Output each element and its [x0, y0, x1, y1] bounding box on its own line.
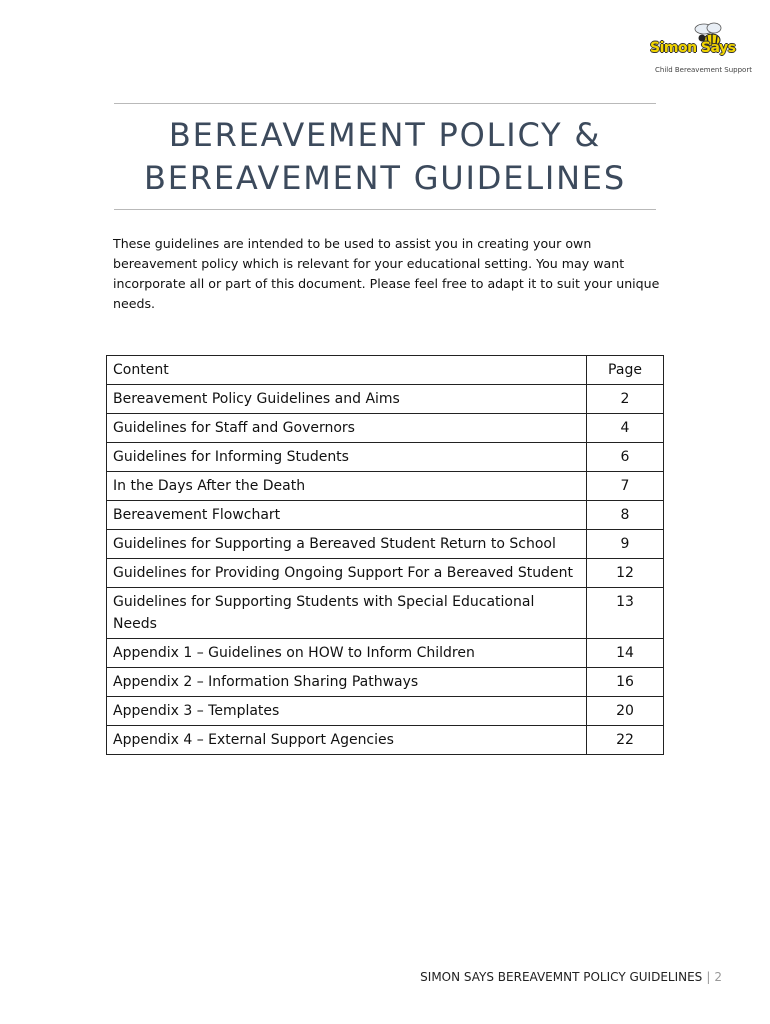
content-header: Content [107, 356, 587, 385]
title-rule-top [114, 103, 656, 104]
simon-says-logo [646, 20, 752, 80]
toc-entry-page: 14 [587, 639, 664, 668]
logo-wordmark: Simon Says [650, 40, 736, 56]
footer-separator: | [706, 970, 711, 984]
toc-entry-page: 7 [587, 472, 664, 501]
table-row [107, 639, 664, 668]
table-row [107, 414, 664, 443]
toc-entry-page: 4 [587, 414, 664, 443]
toc-entry-page: 22 [587, 726, 664, 755]
toc-entry-title: Guidelines for Supporting a Bereaved Student Return to School [107, 530, 587, 559]
toc-entry-title: Guidelines for Supporting Students with Special Educational Needs [107, 588, 587, 639]
toc-entry-title: Appendix 3 – Templates [107, 697, 587, 726]
toc-entry-page: 6 [587, 443, 664, 472]
page-header: Page [587, 356, 664, 385]
table-row [107, 472, 664, 501]
table-row [107, 559, 664, 588]
intro-paragraph: These guidelines are intended to be used to assist you in creating your own bereavement policy which is relevant for your educational setting. You may want incorporate all or part of this document. Please feel free to adapt it to suit your unique needs. [113, 236, 660, 311]
toc-entry-title: Guidelines for Staff and Governors [107, 414, 587, 443]
toc-entry-title: Guidelines for Providing Ongoing Support For a Bereaved Student [107, 559, 587, 588]
title-rule-bottom [114, 209, 656, 210]
toc-entry-title: Guidelines for Informing Students [107, 443, 587, 472]
table-row [107, 530, 664, 559]
toc-entry-title: Bereavement Flowchart [107, 501, 587, 530]
toc-entry-page: 16 [587, 668, 664, 697]
table-row [107, 443, 664, 472]
footer-title: SIMON SAYS BEREAVEMNT POLICY GUIDELINES [420, 970, 703, 984]
toc-entry-title: Bereavement Policy Guidelines and Aims [107, 385, 587, 414]
contents-table [106, 355, 664, 755]
footer-page-number: 2 [714, 970, 722, 984]
page-footer [420, 970, 722, 984]
toc-entry-title: Appendix 2 – Information Sharing Pathways [107, 668, 587, 697]
toc-entry-page: 9 [587, 530, 664, 559]
toc-entry-title: Appendix 1 – Guidelines on HOW to Inform Children [107, 639, 587, 668]
title-line-1: BEREAVEMENT POLICY & [168, 116, 602, 154]
toc-entry-title: In the Days After the Death [107, 472, 587, 501]
toc-entry-page: 13 [587, 588, 664, 639]
table-header-row [107, 356, 664, 385]
table-row [107, 385, 664, 414]
toc-entry-title: Appendix 4 – External Support Agencies [107, 726, 587, 755]
toc-entry-page: 12 [587, 559, 664, 588]
table-row [107, 668, 664, 697]
table-row [107, 501, 664, 530]
table-row [107, 588, 664, 639]
table-row [107, 697, 664, 726]
logo-tagline: Child Bereavement Support [655, 66, 752, 74]
table-row [107, 726, 664, 755]
toc-entry-page: 20 [587, 697, 664, 726]
toc-entry-page: 2 [587, 385, 664, 414]
title-line-2: BEREAVEMENT GUIDELINES [144, 159, 626, 197]
toc-entry-page: 8 [587, 501, 664, 530]
page-title [100, 114, 670, 200]
